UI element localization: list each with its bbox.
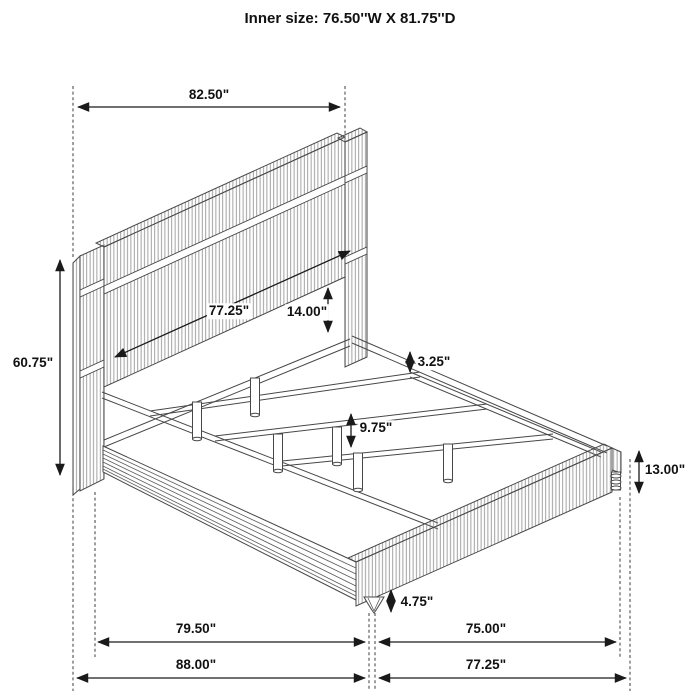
dim-label-depth-front: 79.50"	[175, 621, 217, 637]
dim-label-slat-leg-height: 9.75"	[359, 420, 393, 436]
dim-label-headboard-inner-width: 77.25"	[208, 303, 250, 319]
dim-label-headboard-height: 60.75"	[12, 355, 54, 371]
diagram-title: Inner size: 76.50''W X 81.75''D	[244, 10, 456, 27]
dim-label-foot-leg-height: 4.75"	[400, 594, 434, 610]
footboard-drawing	[348, 444, 621, 613]
dim-label-width-footboard: 77.25"	[465, 657, 507, 673]
dim-label-headboard-bottom-to-rail: 14.00"	[286, 304, 328, 320]
dim-label-depth-total: 88.00"	[175, 657, 217, 673]
dim-label-headboard-width: 82.50"	[188, 87, 230, 103]
side-rail-drawing	[103, 446, 356, 600]
dim-label-footboard-height: 13.00"	[644, 462, 686, 478]
dim-label-width-inner-bottom: 75.00"	[465, 621, 507, 637]
dim-label-rail-to-slat-gap: 3.25"	[417, 354, 451, 370]
